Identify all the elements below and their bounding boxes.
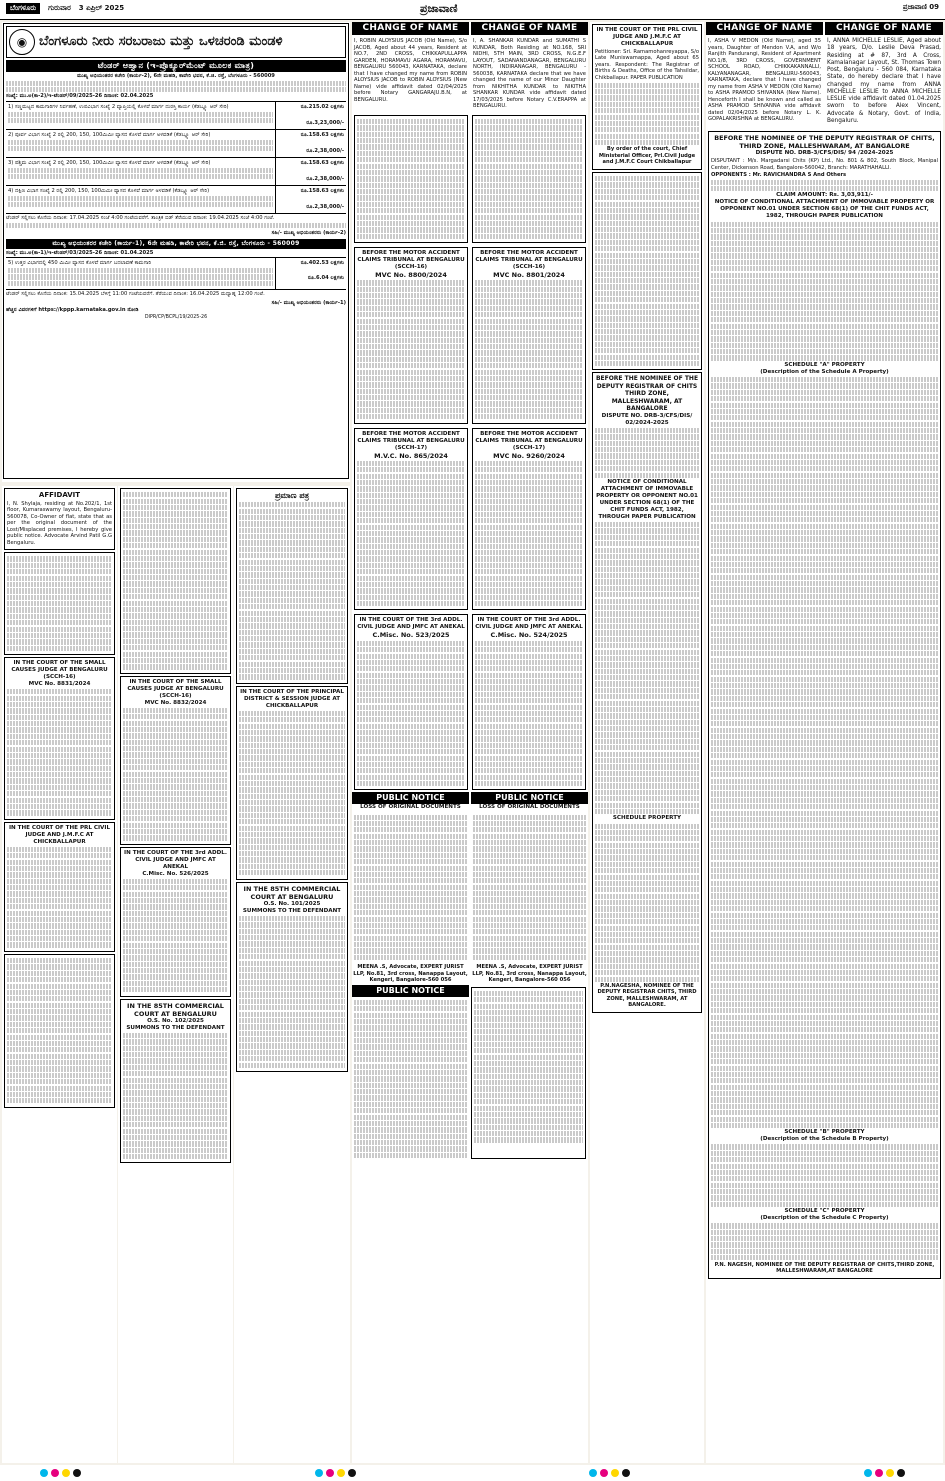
- color-registration-marks: [589, 1469, 630, 1477]
- kannada-notice: [471, 987, 586, 1160]
- tender-item-emd: ರೂ.6.04 ಲಕ್ಷಗಳು: [307, 274, 344, 281]
- tender-deadline: ಟೆಂಡರ್ ಸಲ್ಲಿಸಲು ಕೊನೆಯ ದಿನಾಂಕ: 17.04.2025 ಸಂಜೆ 4:00 ಗಂಟೆಯವರೆಗೆ. ತಾಂತ್ರಿಕ ಬಿಡ್ ತೆರೆಯುವ ದಿನಾಂಕ: 19.04.2025 ಸಂಜೆ 4:00 ಗಂಟೆ.: [6, 214, 275, 221]
- schedule-c-heading: SCHEDULE "C" PROPERTY: [784, 1208, 865, 1215]
- tender-ref-2: ಸಂಖ್ಯೆ: ಮು.ಅ(ಕಾ-1)/ಇ-ಟೆಂಡರ್/03/2025-26 ದಿನಾಂಕ: 01.04.2025: [6, 249, 154, 256]
- black-dot-icon: [622, 1469, 630, 1477]
- tender-item-amount: ರೂ.158.63 ಲಕ್ಷಗಳು: [300, 131, 344, 138]
- change-of-name-body: I, ROBIN ALOYSIUS JACOB (Old Name), S/o JACOB, Aged about 44 years, Resident at NO.7, 2ND CROSS, CHIKKAPULLAPPA GARDEN, HORAMAVU AGARA, HORAMAVU, BENGALURU 560043, KARNATAKA, declare that I have changed my name from ROBIN ALOYSIUS JACOB to ROBIN ALOYSIUS (New Name) vide affidavit dated 02/04/2025 before Notary GANGARAJU.B.N, at BENGALURU.: [354, 38, 467, 103]
- kannada-notice: [120, 488, 231, 674]
- change-of-name-header: CHANGE OF NAME: [706, 22, 823, 35]
- nominee-signature: P.N. NAGESH, NOMINEE OF THE DEPUTY REGISTRAR OF CHITS,THIRD ZONE, MALLESHWARAM,AT BANGALORE: [714, 1261, 935, 1275]
- tender-signer-2: ಸಹಿ/- ಮುಖ್ಯ ಅಭಿಯಂತರರು (ಕಾರ್ಯ-1): [271, 299, 346, 306]
- case-number: C.Misc. No. 523/2025: [372, 631, 450, 640]
- yellow-dot-icon: [886, 1469, 894, 1477]
- kannada-notice: [354, 115, 468, 243]
- dispute-title: BEFORE THE NOMINEE OF THE DEPUTY REGISTRAR OF CHITS THIRD ZONE, MALLESHWARAM, AT BANGALORE: [595, 375, 699, 413]
- kannada-notice: [4, 552, 115, 655]
- tender-deadline-2: ಟೆಂಡರ್ ಸಲ್ಲಿಸಲು ಕೊನೆಯ ದಿನಾಂಕ: 15.04.2025 ಬೆಳಿಗ್ಗೆ 11:00 ಗಂಟೆಯವರೆಗೆ. ತೆರೆಯುವ ದಿನಾಂಕ: 16.04.2025 ಮಧ್ಯಾಹ್ನ 12:00 ಗಂಟೆ.: [6, 291, 265, 298]
- col3-notices: [590, 22, 704, 1463]
- change-of-name-body: I, ASHA V MEDON (Old Name), aged 35 years, Daughter of Mendon V.A, and W/o Ranjith Pandurangi, Resident of Apartment NO.1/8, 3RD CROSS, GOVERNMENT SCHOOL ROAD, CHIKKAKANNALLI, KALYANANAGAR, BENGALURU-560043, KARNATAKA, declare that I have changed my name from ASHA V MEDON (Old Name) to ASHA PRAMOD SHIVANNA (New Name). Henceforth I shall be known and called as ASHA PRAMOD SHIVANNA vide affidavit dated 02/04/2025 before Notary L. K. GOPALAKRISHNA at BENGALURU.: [708, 38, 821, 123]
- advocate-signature: MEENA .S, Advocate, EXPERT JURIST LLP, No.81, 3rd cross, Nanappa Layout, Kengeri, Bangalore-560 056: [472, 964, 587, 984]
- masthead: ಪ್ರಜಾವಾಣಿ: [420, 2, 458, 15]
- col1-small-ads: [2, 486, 117, 1463]
- cyan-dot-icon: [864, 1469, 872, 1477]
- bwssb-seal-icon: ◉: [9, 29, 35, 55]
- commercial-court-notice: [236, 882, 348, 1072]
- chikballapur-court-notice: [592, 24, 702, 170]
- black-dot-icon: [73, 1469, 81, 1477]
- affidavit-notice: [4, 488, 115, 550]
- chikballapur-notice: [4, 822, 115, 952]
- dispute-title: BEFORE THE NOMINEE OF THE DEPUTY REGISTRAR OF CHITS, THIRD ZONE, MALLESHWARAM, AT BANGALORE: [714, 134, 935, 151]
- tender-item-emd: ರೂ.3,23,000/-: [306, 120, 344, 127]
- court-title: IN THE COURT OF THE 3rd ADDL. CIVIL JUDGE AND JMFC AT ANEKAL: [124, 849, 227, 870]
- col4-notices: [706, 22, 943, 1463]
- tender-item-desc: 4) ದಕ್ಷಿಣ ವಿಭಾಗ ಸಂಖ್ಯೆ 2 ರಲ್ಲಿ 200, 150, 100ಮಿಮೀ ವ್ಯಾಸದ ಕೊಳವೆ ಮಾರ್ಗ ಅಳವಡಿಕೆ (ಕೆಡಬ್ಲ್ಯೂ ಆರ್ ಸೇರಿ): [8, 187, 210, 194]
- mact-notice: [354, 428, 468, 611]
- small-causes-notice: [120, 676, 231, 845]
- change-of-name-header: CHANGE OF NAME: [471, 22, 588, 35]
- commercial-court-notice: [120, 999, 231, 1164]
- tender-item-emd: ರೂ.2,38,000/-: [306, 148, 344, 155]
- nominee-signature: P.N.NAGESHA, NOMINEE OF THE DEPUTY REGISTRAR CHITS, THIRD ZONE, MALLESHWARAM, AT BANGALORE.: [597, 982, 697, 1009]
- public-notice-subtitle: LOSS OF ORIGINAL DOCUMENTS: [360, 804, 461, 811]
- mact-notice: [354, 247, 468, 424]
- dipr-code: DIPR/CP/BCPL/19/2025-26: [144, 314, 208, 320]
- court-title: BEFORE THE MOTOR ACCIDENT CLAIMS TRIBUNAL AT BENGALURU (SCCH-16): [475, 250, 583, 271]
- tender-row: [6, 186, 346, 214]
- yellow-dot-icon: [611, 1469, 619, 1477]
- tender-item-desc: 3) ಪಶ್ಚಿಮ ವಿಭಾಗ ಸಂಖ್ಯೆ 2 ರಲ್ಲಿ 200, 150, 100ಮಿಮೀ ವ್ಯಾಸದ ಕೊಳವೆ ಮಾರ್ಗ ಅಳವಡಿಕೆ (ಕೆಡಬ್ಲ್ಯೂ ಆರ್ ಸೇರಿ): [8, 159, 211, 166]
- change-of-name-ad: [706, 22, 823, 128]
- opponents: OPPONENTS : Mr. RAVICHANDRA S And Others: [711, 172, 847, 179]
- schedule-b-subtitle: (Description of the Schedule B Property): [760, 1136, 889, 1143]
- case-number: O.S. No. 102/2025: [147, 1017, 204, 1024]
- yellow-dot-icon: [62, 1469, 70, 1477]
- affidavit-title: AFFIDAVIT: [38, 491, 81, 499]
- tender-office-2: ಮುಖ್ಯ ಅಭಿಯಂತರರ ಕಚೇರಿ (ಕಾರ್ಯ-1), 6ನೇ ಮಹಡಿ, ಕಾವೇರಿ ಭವನ, ಕೆ.ಜಿ. ರಸ್ತೆ, ಬೆಂಗಳೂರು - 560009: [6, 239, 346, 249]
- schedule-a-subtitle: (Description of the Schedule A Property): [760, 368, 889, 375]
- case-number: MVC No. 8801/2024: [493, 271, 565, 280]
- chit-dispute-notice: [592, 372, 702, 1013]
- magenta-dot-icon: [51, 1469, 59, 1477]
- court-title: IN THE 85TH COMMERCIAL COURT AT BENGALURU: [127, 1001, 224, 1018]
- cyan-dot-icon: [40, 1469, 48, 1477]
- court-title: IN THE COURT OF THE PRINCIPAL DISTRICT & SESSION JUDGE AT CHICKBALLAPUR: [240, 688, 344, 709]
- page-label: ಪ್ರಜಾವಾಣಿ 09: [902, 3, 939, 11]
- black-dot-icon: [897, 1469, 905, 1477]
- change-of-name-header: CHANGE OF NAME: [352, 22, 469, 35]
- col1c-ads: [234, 486, 350, 1463]
- cyan-dot-icon: [589, 1469, 597, 1477]
- tender-item-amount: ರೂ.402.53 ಲಕ್ಷಗಳು: [300, 260, 344, 267]
- change-of-name-ad: [352, 22, 469, 113]
- tender-item-amount: ರೂ.158.63 ಲಕ್ಷಗಳು: [300, 159, 344, 166]
- case-number: O.S. No. 101/2025: [263, 900, 321, 907]
- kannada-notice: [4, 954, 115, 1108]
- court-title: IN THE COURT OF THE SMALL CAUSES JUDGE AT BENGALURU (SCCH-16): [11, 660, 108, 681]
- tender-portal: ಹೆಚ್ಚಿನ ವಿವರಗಳಿಗೆ https://kppp.karnataka.gov.in ನೋಡಿ: [6, 307, 139, 314]
- publication-date: 3 ಏಪ್ರಿಲ್ 2025: [78, 4, 125, 12]
- tender-row: [6, 102, 346, 130]
- disputant: DISPUTANT : M/s. Margadarsi Chits (KP) Ltd., No. 801 & 802, South Block, Manipal Center, Dickenson Road, Bangalore-560042, Branch: MARATHAHALLI.: [711, 158, 938, 171]
- claim-amount: CLAIM AMOUNT: Rs. 3,03,911/-: [776, 192, 873, 199]
- advocate-signature: MEENA .S, Advocate, EXPERT JURIST LLP, No.81, 3rd cross, Nanappa Layout, Kengeri, Bangalore-560 056: [353, 964, 468, 984]
- summons-heading: SUMMONS TO THE DEFENDANT: [242, 907, 342, 914]
- magenta-dot-icon: [326, 1469, 334, 1477]
- notice-heading: NOTICE OF CONDITIONAL ATTACHMENT OF IMMOVABLE PROPERTY OR OPPONENT NO.01 UNDER SECTION 68(1) OF THE CHIT FUNDS ACT, 1982, THROUGH PAPER PUBLICATION: [714, 199, 935, 220]
- dispute-number: DISPUTE NO. DRB-3/CFS/DIS/ 94 /2024-2025: [755, 150, 894, 157]
- black-dot-icon: [348, 1469, 356, 1477]
- tender-item-desc: 2) ಪೂರ್ವ ವಿಭಾಗ ಸಂಖ್ಯೆ 2 ರಲ್ಲಿ 200, 150, 100ಮಿಮೀ ವ್ಯಾಸದ ಕೊಳವೆ ಮಾರ್ಗ ಅಳವಡಿಕೆ (ಕೆಡಬ್ಲ್ಯೂ ಆರ್ ಸೇರಿ): [8, 131, 211, 138]
- public-notice-subtitle: LOSS OF ORIGINAL DOCUMENTS: [479, 804, 580, 811]
- tender-ref: ಸಂಖ್ಯೆ: ಮು.ಅ(ಕಾ-2)/ಇ-ಟೆಂಡರ್/09/2025-26 ದಿನಾಂಕ: 02.04.2025: [6, 93, 154, 100]
- cyan-dot-icon: [315, 1469, 323, 1477]
- court-title: BEFORE THE MOTOR ACCIDENT CLAIMS TRIBUNAL AT BENGALURU (SCCH-17): [357, 430, 465, 451]
- district-court-notice: [236, 686, 348, 880]
- dispute-number: DISPUTE NO. DRB-3/CFS/DIS/ 02/2024-2025: [601, 412, 693, 426]
- summons-heading: SUMMONS TO THE DEFENDANT: [126, 1024, 225, 1031]
- court-title: BEFORE THE MOTOR ACCIDENT CLAIMS TRIBUNAL AT BENGALURU (SCCH-17): [475, 430, 583, 451]
- bwssb-banner: [6, 26, 346, 58]
- color-registration-marks: [864, 1469, 905, 1477]
- tender-office: ಮುಖ್ಯ ಅಭಿಯಂತರರ ಕಚೇರಿ (ಕಾರ್ಯ-2), 6ನೇ ಮಹಡಿ, ಕಾವೇರಿ ಭವನ, ಕೆ.ಜಿ. ರಸ್ತೆ, ಬೆಂಗಳೂರು - 560009: [77, 73, 275, 79]
- color-registration-marks: [315, 1469, 356, 1477]
- case-number: C.Misc. No. 526/2025: [142, 870, 209, 877]
- notice-title: ಪ್ರಮಾಣ ಪತ್ರ: [274, 491, 310, 500]
- court-title: IN THE COURT OF THE 3rd ADDL. CIVIL JUDGE AND JMFC AT ANEKAL: [475, 617, 583, 631]
- anekal-court-notice: [354, 614, 468, 790]
- affidavit-body: I, N. Shylaja, residing at No.202/1, 1st floor, Kumaraswamy layout, Bengaluru-560078, Co-Owner of flat, state that as per the original document of the Lost/Misplaced premises, I hereby give public notice. Advocate Arvind Patil G.G Bengaluru.: [7, 500, 112, 546]
- schedule-b-heading: SCHEDULE "B" PROPERTY: [784, 1129, 865, 1136]
- small-causes-notice: [4, 657, 115, 820]
- tender-row: [6, 158, 346, 186]
- bwssb-tender-notice: [2, 22, 350, 482]
- tender-item-desc: 5) ಉತ್ತರ ವಿಭಾಗದಲ್ಲಿ 450 ಮಿಮೀ ವ್ಯಾಸದ ಕೊಳವೆ ಮಾರ್ಗ ಬದಲಾವಣೆ ಕಾಮಗಾರಿ: [8, 260, 152, 267]
- section-tag: ಬೆಂಗಳೂರು: [6, 3, 40, 14]
- page-header-bar: [0, 0, 945, 20]
- bwssb-title: ಬೆಂಗಳೂರು ನೀರು ಸರಬರಾಜು ಮತ್ತು ಒಳಚರಂಡಿ ಮಂಡಳಿ: [39, 33, 283, 49]
- case-number: MVC No. 8832/2024: [144, 699, 207, 706]
- change-of-name-body: I, A. SHANKAR KUNDAR and SUMATHI S KUNDAR, Both Residing at NO.168, SRI NIDHI, 5TH MAIN, 3RD CROSS, N.G.E.F LAYOUT, SADANANDANAGAR, BENGALURU NORTH, INDIRANAGAR, BENGALURU - 560038, KARNATAKA declare that we have changed the name of our Minor Daughter from NIKHITHA KUNDAR to NIKITHA SHANKAR KUNDAR vide affidavit dated 17/03/2025 before Notary C.V.ERAPPA at BENGALURU.: [473, 38, 586, 110]
- tender-item-amount: ರೂ.215.02 ಲಕ್ಷಗಳು: [300, 103, 344, 110]
- mact-notice: [472, 428, 586, 611]
- kannada-notice: [472, 115, 586, 243]
- yellow-dot-icon: [337, 1469, 345, 1477]
- magenta-dot-icon: [875, 1469, 883, 1477]
- change-of-name-body: I, ANNA MICHELLE LESLIE, Aged about 18 years, D/o. Leslie Deva Prasad, Residing at # 87, 3rd A Cross, Kamalanagar Layout, St. Thomas Town Post, Bengaluru - 560 084, Karnataka State, do hereby declare that I have changed my name from ANNA MICHELLE LESLIE to ANNA MICHELLE LESLIE vide affidavit dated 01.04.2025 sworn to before Alex Vincent, Advocate & Notary, Govt. of India, Bengaluru.: [827, 38, 941, 124]
- court-body: Petitioner: Sri. Ramamohanreyappa, S/o Late Muniswamappa, Aged about 65 years. Respondent: The Registrar of Births & Deaths, Office of the Tahsildar, Chikballapur. PAPER PUBLICATION: [595, 48, 699, 81]
- tender-subtitle: ಟೆಂಡರ್ ಆಹ್ವಾನ (ಇ-ಪ್ರೊಕ್ಯೂರ್‌ಮೆಂಟ್ ಮೂಲಕ ಮಾತ್ರ): [6, 60, 346, 72]
- court-title: IN THE COURT OF THE 3rd ADDL. CIVIL JUDGE AND JMFC AT ANEKAL: [357, 617, 465, 631]
- chit-dispute-notice: [708, 131, 941, 1279]
- tender-row: [6, 257, 346, 290]
- color-registration-marks: [40, 1469, 81, 1477]
- public-notice-header: PUBLIC NOTICE: [471, 792, 588, 804]
- tender-row: [6, 130, 346, 158]
- public-notice: [352, 985, 469, 1162]
- change-of-name-header: CHANGE OF NAME: [825, 22, 943, 35]
- tender-item-amount: ರೂ.158.63 ಲಕ್ಷಗಳು: [300, 187, 344, 194]
- public-notice: [352, 792, 469, 984]
- case-number: C.Misc. No. 524/2025: [490, 631, 568, 640]
- kannada-notice: [592, 172, 702, 370]
- tender-item-emd: ರೂ.2,38,000/-: [306, 204, 344, 211]
- weekday: ಗುರುವಾರ: [48, 4, 71, 12]
- case-number: M.V.C. No. 865/2024: [374, 451, 448, 460]
- col2-notices: [352, 22, 588, 1463]
- mact-notice: [472, 247, 586, 424]
- court-title: IN THE COURT OF THE SMALL CAUSES JUDGE AT BENGALURU (SCCH-16): [127, 678, 224, 699]
- court-title: BEFORE THE MOTOR ACCIDENT CLAIMS TRIBUNAL AT BENGALURU (SCCH-16): [357, 250, 465, 271]
- public-notice-header: PUBLIC NOTICE: [352, 792, 469, 804]
- pramana-notice: [236, 488, 348, 684]
- tender-table: [6, 101, 346, 214]
- schedule-a-heading: SCHEDULE "A" PROPERTY: [784, 361, 865, 368]
- court-title: IN THE 85TH COMMERCIAL COURT AT BENGALURU: [243, 884, 341, 901]
- anekal-court-notice: [472, 614, 586, 790]
- case-number: MVC No. 8800/2024: [375, 271, 447, 280]
- tender-item-emd: ರೂ.2,38,000/-: [306, 176, 344, 183]
- magenta-dot-icon: [600, 1469, 608, 1477]
- print-registration-bar: [0, 1465, 945, 1481]
- change-of-name-ad: [471, 22, 588, 113]
- court-title: IN THE COURT OF THE PRL CIVIL JUDGE AND J.M.F.C AT CHICKBALLAPUR: [8, 824, 111, 845]
- anekal-court-notice: [120, 847, 231, 997]
- public-notice: [471, 792, 588, 984]
- schedule-heading: SCHEDULE PROPERTY: [612, 815, 682, 822]
- court-title: IN THE COURT OF THE PRL CIVIL JUDGE AND J.M.F.C AT CHICKBALLAPUR: [596, 27, 698, 47]
- public-notice-header: PUBLIC NOTICE: [352, 985, 469, 997]
- schedule-c-subtitle: (Description of the Schedule C Property): [760, 1215, 889, 1222]
- change-of-name-ad: [825, 22, 943, 128]
- notice-heading: NOTICE OF CONDITIONAL ATTACHMENT OF IMMOVABLE PROPERTY OR OPPONENT NO.01 UNDER SECTION 68(1) OF THE CHIT FUNDS ACT, 1982, THROUGH PAPER PUBLICATION: [596, 478, 698, 520]
- court-signature: By order of the court, Chief Ministerial Officer, Prl.Civil Judge and J.M.F.C Court Chikballapur: [598, 146, 696, 166]
- tender-item-desc: 1) ಸಣ್ಣಮಟ್ಟದ ಕಾಮಗಾರಿಗಳ ನಿರ್ವಹಣೆ, ಉಪವಿಭಾಗ ಸಂಖ್ಯೆ 2 ವ್ಯಾಪ್ತಿಯಲ್ಲಿ ಕೊಳವೆ ಮಾರ್ಗ ದುರಸ್ತಿ ಕಾರ್ಯ (ಕೆಡಬ್ಲ್ಯೂ ಆರ್ ಸೇರಿ): [8, 103, 229, 110]
- case-number: MVC No. 8831/2024: [28, 681, 91, 688]
- case-number: MVC No. 9260/2024: [493, 451, 565, 460]
- col1b-ads: [118, 486, 233, 1463]
- tender-signer: ಸಹಿ/- ಮುಖ್ಯ ಅಭಿಯಂತರರು (ಕಾರ್ಯ-2): [271, 229, 346, 236]
